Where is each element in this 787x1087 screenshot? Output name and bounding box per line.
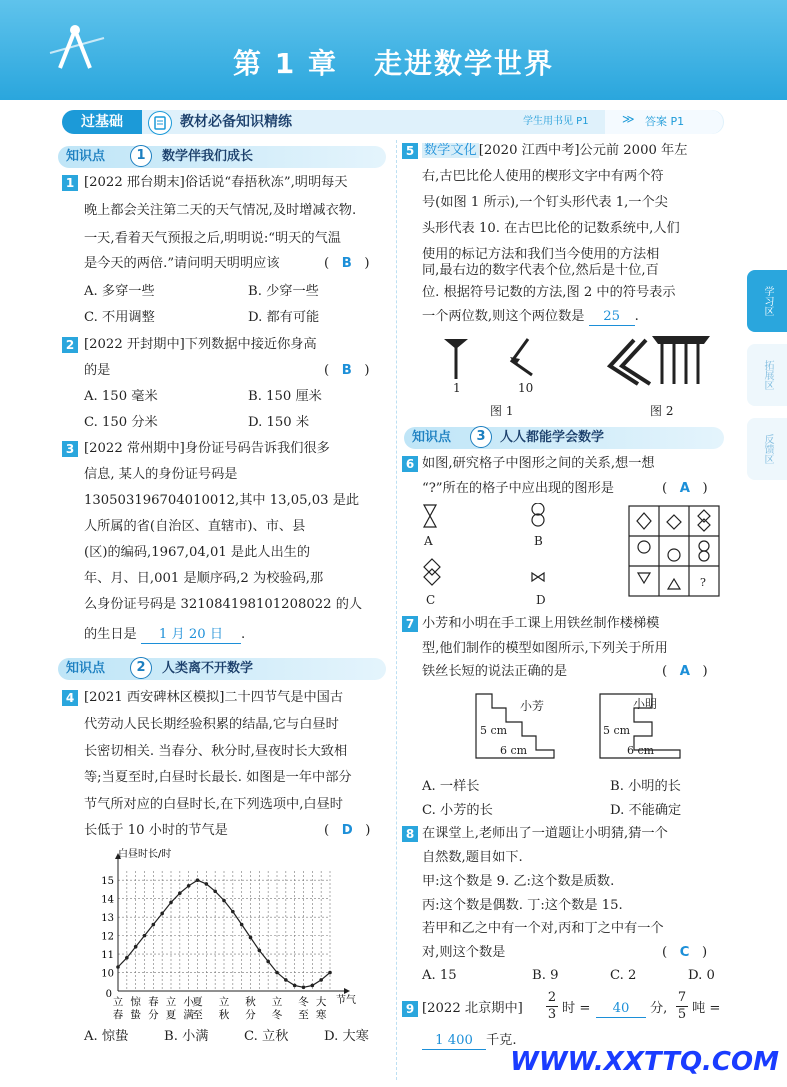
daylight-chart (90, 845, 380, 1025)
q7-option-a: A. 一样长 (422, 779, 480, 794)
x-tick-label: 蛰 (130, 1009, 141, 1021)
q9-unit-1: 时 = (562, 1001, 591, 1016)
x-tick-label: 冬 (271, 1009, 283, 1021)
q3-line: (区)的编码,1967,04,01 是此人出生的 (84, 545, 311, 560)
q5-line: 位. 根据符号记数的方法,图 2 中的符号表示 (422, 285, 676, 300)
q4-answer-bracket: ( D ) (324, 823, 371, 838)
y-tick-label: 12 (101, 931, 114, 943)
q7-height-a: 5 cm (480, 724, 508, 737)
q8-number: 8 (402, 826, 418, 842)
q7-option-c: C. 小芳的长 (422, 803, 493, 818)
q9-fraction-1 (546, 990, 558, 1023)
y-tick-label: 13 (101, 913, 114, 925)
tab-extend[interactable]: 拓展区 (747, 344, 787, 406)
q7-answer-bracket: ( A ) (662, 664, 708, 679)
x-tick-label: 夏 (192, 996, 203, 1008)
q3-line: 年、月、日,001 是顺序码,2 为校验码,那 (84, 571, 324, 586)
q6-option-a: A (424, 534, 433, 548)
q7-fig-xiaofang: 小芳 (520, 699, 545, 713)
y-axis-label: 白昼时长/时 (118, 849, 172, 860)
q4-line: 节气所对应的白昼时长,在下列选项中,白昼时 (84, 797, 343, 812)
q4-line: 长密切相关. 当春分、秋分时,昼夜时长大致相 (84, 744, 348, 759)
data-point (284, 978, 288, 982)
q4-option-a: A. 惊蛰 (84, 1029, 129, 1044)
data-point (213, 890, 217, 894)
data-point (249, 936, 253, 940)
data-point (240, 923, 244, 927)
q8-line: 在课堂上,老师出了一道题让小明猜,猜一个 (422, 826, 668, 841)
q8-option-c: C. 2 (610, 968, 637, 983)
q8-option-a: A. 15 (422, 968, 457, 983)
q4-answer: D (341, 823, 353, 838)
q9-unit-3: 吨 = (692, 1001, 721, 1016)
q2-option-b: B. 150 厘米 (248, 389, 322, 404)
q7-line: 型,他们制作的模型如图所示,下列关于所用 (422, 641, 668, 656)
kp1-number: 1 (130, 145, 152, 167)
data-point (302, 986, 306, 990)
x-tick-label: 立 (218, 996, 230, 1008)
x-tick-label: 分 (245, 1009, 256, 1021)
q5-line-first (422, 143, 687, 159)
q1-answer-bracket: ( B ) (324, 256, 370, 271)
data-point (275, 971, 279, 975)
watermark: WWW.XXTTQ.COM (510, 1047, 779, 1077)
q5-fill-answer: 25 (589, 309, 635, 326)
q5-line: 同,最右边的数字代表个位,然后是十位,百 (422, 263, 659, 278)
q2-line: [2022 开封期中]下列数据中接近你身高 (84, 337, 317, 352)
q9-f2-denominator: 5 (677, 1007, 687, 1022)
q8-option-b: B. 9 (532, 968, 559, 983)
data-point (169, 901, 173, 905)
answer-reference: 答案 P1 (645, 115, 685, 128)
q4-option-b: B. 小满 (164, 1029, 209, 1044)
q1-option-c: C. 不用调整 (84, 310, 155, 325)
x-tick-label: 立 (112, 996, 124, 1008)
data-point (258, 949, 262, 953)
q6-line: 如图,研究格子中图形之间的关系,想一想 (422, 456, 655, 471)
section-subtitle: 教材必备知识精练 (180, 114, 292, 130)
q8-answer-bracket: ( C ) (662, 945, 708, 960)
tab-study[interactable]: 学习区 (747, 270, 787, 332)
clipboard-icon (148, 111, 172, 135)
q1-option-d: D. 都有可能 (248, 310, 320, 325)
q8-line: 若甲和乙之中有一个对,丙和丁之中有一个 (422, 921, 664, 936)
q1-answer: B (341, 256, 352, 271)
q5-line: [2020 江西中考]公元前 2000 年左 (478, 143, 688, 158)
q2-option-d: D. 150 米 (248, 415, 310, 430)
y-tick-label: 14 (101, 894, 114, 906)
q4-line: 代劳动人民长期经验积累的结晶,它与白昼时 (84, 717, 339, 732)
data-point (205, 882, 209, 886)
data-point (152, 923, 156, 927)
data-point (196, 878, 200, 882)
chapter-title (0, 42, 787, 82)
chapter-number: 第 1 章 (233, 47, 338, 80)
kp2-label: 知识点 (66, 661, 106, 676)
data-point (125, 956, 129, 960)
x-tick-label: 至 (298, 1009, 309, 1021)
data-point (319, 978, 323, 982)
q5-tag: 数学文化 (424, 143, 477, 158)
x-tick-label: 立 (165, 996, 177, 1008)
q5-number: 5 (402, 143, 418, 159)
x-tick-label: 春 (148, 996, 159, 1008)
q6-line: “?”所在的格子中应出现的图形是 (422, 481, 614, 496)
q2-number: 2 (62, 337, 78, 353)
q1-option-a: A. 多穿一些 (84, 284, 155, 299)
data-point (143, 934, 147, 938)
book-reference: 学生用书见 P1 (523, 116, 589, 127)
data-point (134, 945, 138, 949)
kp1-title: 数学伴我们成长 (162, 149, 254, 164)
q9-fill-2: 1 400 (422, 1033, 486, 1050)
q9-f1-numerator: 2 (547, 990, 557, 1005)
q8-line: 自然数,题目如下. (422, 850, 523, 865)
q9-source: [2022 北京期中] (422, 1001, 523, 1016)
q3-last-line: 的生日是 1 月 20 日 . (84, 627, 246, 642)
q8-line: 甲:这个数是 9. 乙:这个数是质数. (422, 874, 615, 889)
q7-line: 小芳和小明在手工课上用铁丝制作楼梯模 (422, 616, 660, 631)
y-tick-label: 11 (101, 950, 114, 962)
q3-number: 3 (62, 441, 78, 457)
q9-unit-2: 分, (650, 1001, 668, 1016)
x-axis-label: 节气 (336, 995, 356, 1006)
y-tick-label: 15 (101, 876, 114, 888)
figure-1-caption: 图 1 (490, 404, 514, 418)
q1-option-b: B. 少穿一些 (248, 284, 319, 299)
q3-line: 130503196704010012,其中 13,05,03 是此 (84, 493, 360, 508)
section-tag: 过基础 (62, 110, 142, 134)
q7-number: 7 (402, 616, 418, 632)
q5-line: 使用的标记方法和我们当今使用的方法相 (422, 247, 660, 262)
x-tick-label: 至 (192, 1009, 203, 1021)
q8-answer: C (679, 945, 690, 960)
q8-option-d: D. 0 (688, 968, 715, 983)
data-point (178, 891, 182, 895)
q7-width-a: 6 cm (500, 744, 528, 757)
q3-line: [2022 常州期中]身份证号码告诉我们很多 (84, 441, 330, 456)
kp2-title: 人类离不开数学 (162, 661, 254, 676)
data-point (293, 984, 297, 988)
kp3-label: 知识点 (412, 430, 452, 445)
q5-tail: 一个两位数,则这个两位数是 (422, 309, 585, 324)
q9-f1-denominator: 3 (547, 1007, 557, 1022)
x-tick-label: 大 (315, 996, 327, 1008)
q7-fig-xiaoming: 小明 (633, 697, 658, 711)
q3-fill-answer: 1 月 20 日 (141, 627, 241, 644)
x-axis-arrow (344, 988, 350, 994)
symbol-10-label: 10 (518, 381, 534, 395)
x-tick-label: 冬 (298, 996, 309, 1008)
q7-line: 铁丝长短的说法正确的是 (422, 664, 568, 679)
figure-2-caption: 图 2 (650, 404, 674, 418)
chapter-name: 走进数学世界 (373, 47, 554, 80)
q4-number: 4 (62, 690, 78, 706)
q3-tail: 的生日是 (84, 627, 137, 642)
q2-answer-bracket: ( B ) (324, 363, 370, 378)
origin-label: 0 (105, 989, 112, 1000)
q1-number: 1 (62, 175, 78, 191)
tab-feedback[interactable]: 反馈区 (747, 418, 787, 480)
data-point (266, 960, 270, 964)
data-point (231, 910, 235, 914)
x-tick-label: 小 (183, 996, 194, 1008)
q4-line: 长低于 10 小时的节气是 (84, 823, 228, 838)
q9-f2-numerator: 7 (677, 990, 687, 1005)
q7-option-b: B. 小明的长 (610, 779, 681, 794)
q4-option-c: C. 立秋 (244, 1029, 289, 1044)
q1-line: [2022 邢台期末]俗话说“春捂秋冻”,明明每天 (84, 175, 348, 190)
q5-last-line: 一个两位数,则这个两位数是 25 . (422, 309, 639, 324)
kp3-number: 3 (470, 426, 492, 448)
q2-option-a: A. 150 毫米 (84, 389, 158, 404)
kp1-label: 知识点 (66, 149, 106, 164)
q6-option-d: D (536, 593, 546, 607)
q2-option-c: C. 150 分米 (84, 415, 158, 430)
data-point (116, 965, 120, 969)
q3-line: 么身份证号码是 321084198101208022 的人 (84, 597, 363, 612)
y-tick-label: 10 (101, 968, 114, 980)
q7-option-d: D. 不能确定 (610, 803, 682, 818)
q1-line: 晚上都会关注第二天的天气情况,及时增减衣物. (84, 203, 357, 218)
q1-line: 一天,看着天气预报之后,明明说:“明天的气温 (84, 231, 341, 246)
q7-answer: A (679, 664, 690, 679)
q9-fill-1: 40 (596, 1001, 646, 1018)
q4-option-d: D. 大寒 (324, 1029, 369, 1044)
x-tick-label: 春 (112, 1009, 124, 1021)
column-divider (396, 140, 397, 1080)
data-point (311, 984, 315, 988)
data-point (160, 912, 164, 916)
q2-line: 的是 (84, 363, 111, 378)
q4-line: [2021 西安碑林区模拟]二十四节气是中国古 (84, 690, 344, 705)
symbol-1-label: 1 (453, 381, 461, 395)
q7-width-b: 6 cm (627, 744, 655, 757)
data-point (222, 899, 226, 903)
q5-line: 头形代表 10. 在古巴比伦的记数系统中,人们 (422, 221, 680, 236)
x-tick-label: 满 (183, 1009, 194, 1021)
q6-option-shapes (420, 503, 640, 603)
cuneiform-symbols-fig2 (604, 330, 714, 390)
x-tick-label: 寒 (315, 1009, 327, 1021)
q6-answer: A (679, 481, 690, 496)
x-tick-label: 立 (271, 996, 283, 1008)
x-tick-label: 分 (148, 1009, 159, 1021)
q7-height-b: 5 cm (603, 724, 631, 737)
q6-pattern-grid (628, 505, 722, 599)
chevron-down-icon: ≫ (622, 112, 635, 126)
q9-number: 9 (402, 1001, 418, 1017)
q3-line: 信息, 某人的身份证号码是 (84, 467, 238, 482)
data-point (187, 884, 191, 888)
q5-line: 号(如图 1 所示),一个钉头形代表 1,一个尖 (422, 195, 668, 210)
x-tick-label: 夏 (165, 1009, 177, 1021)
q9-unit-4: 千克. (486, 1033, 517, 1048)
kp2-number: 2 (130, 657, 152, 679)
q6-option-c: C (426, 593, 436, 607)
q8-line: 丙:这个数是偶数. 丁:这个数是 15. (422, 898, 623, 913)
q4-line: 等;当夏至时,白昼时长最长. 如图是一年中部分 (84, 770, 352, 785)
q5-line: 右,古巴比伦人使用的楔形文字中有两个符 (422, 169, 664, 184)
q9-fraction-2 (676, 990, 688, 1023)
q2-answer: B (341, 363, 352, 378)
q8-line: 对,则这个数是 (422, 945, 506, 960)
kp3-title: 人人都能学会数学 (500, 430, 605, 445)
q6-option-b: B (534, 534, 543, 548)
x-tick-label: 秋 (218, 1009, 230, 1021)
q6-answer-bracket: ( A ) (662, 481, 708, 496)
data-point (328, 971, 332, 975)
q3-line: 人所属的省(自治区、直辖市)、市、县 (84, 519, 306, 534)
q1-line: 是今天的两倍.”请问明天明明应该 (84, 256, 280, 271)
x-tick-label: 惊 (130, 996, 141, 1008)
q6-number: 6 (402, 456, 418, 472)
q6-question-mark: ? (700, 576, 706, 589)
x-tick-label: 秋 (245, 996, 256, 1008)
